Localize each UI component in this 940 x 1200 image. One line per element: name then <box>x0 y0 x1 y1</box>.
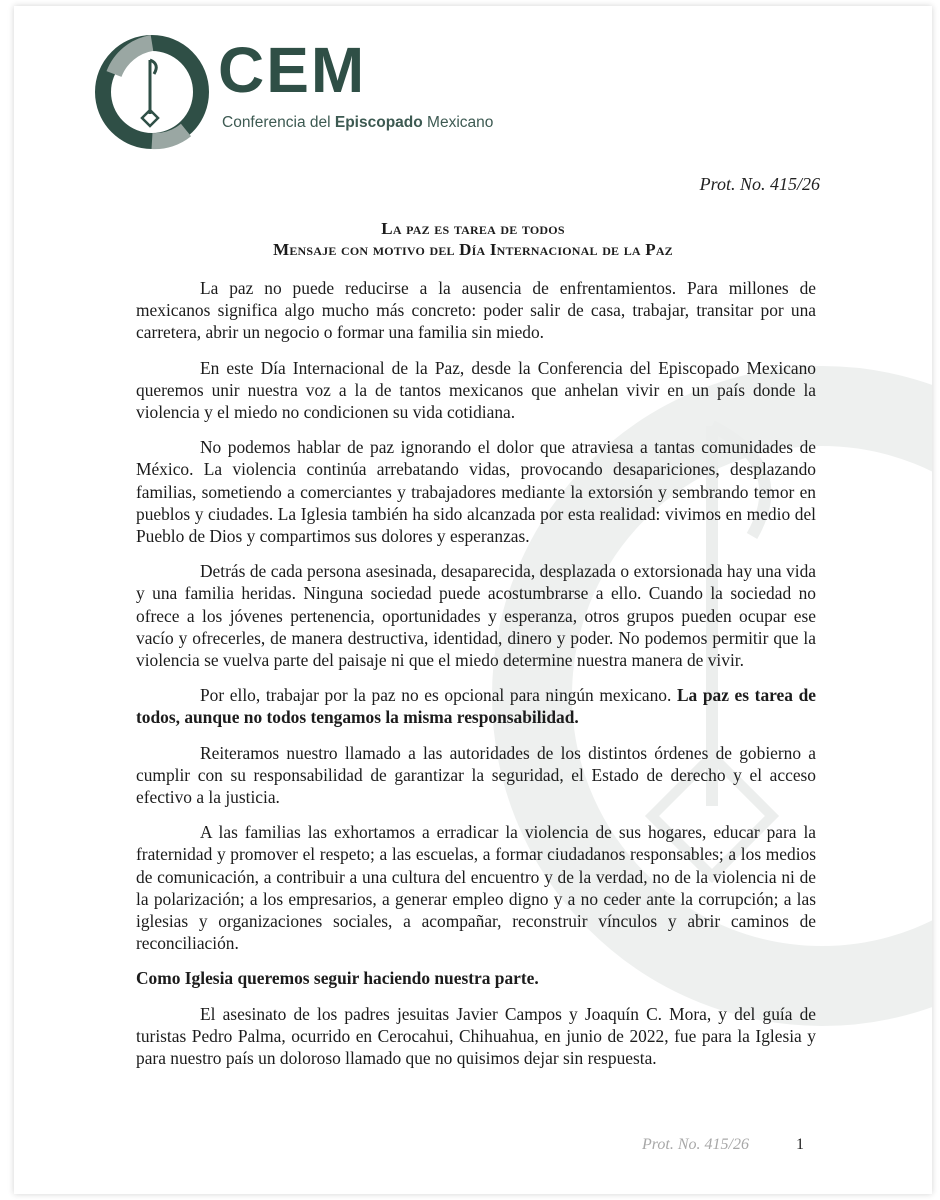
page-number: 1 <box>796 1136 804 1153</box>
paragraph-1: La paz no puede reducirse a la ausencia de enfrentamientos. Para millones de mexicanos significa algo mucho más concreto: poder salir de casa, trabajar, transitar por una carretera, abrir un negocio o formar una familia sin miedo. <box>136 278 816 343</box>
document-body <box>136 277 816 1082</box>
paragraph-5-emphasis: La paz es tarea de todos, aunque no todos tengamos la misma responsabilidad. <box>136 685 816 728</box>
paragraph-8-heading: Como Iglesia queremos seguir haciendo nuestra parte. <box>136 968 539 989</box>
paragraph-9: El asesinato de los padres jesuitas Javier Campos y Joaquín C. Mora, y del guía de turistas Pedro Palma, ocurrido en Cerocahui, Chihuahua, en junio de 2022, fue para la Iglesia y para nuestro país un doloroso llamado que no quisimos dejar sin respuesta. <box>136 1003 816 1069</box>
document-page <box>14 6 932 1194</box>
paragraph-7: A las familias las exhortamos a erradicar la violencia de sus hogares, educar para la fraternidad y promover el respeto; a las escuelas, a formar ciudadanos responsables; a los medios de comunicación, a contribuir a una cultura del encuentro y de la verdad, no de la violencia ni de la polarización; a los empresarios, a generar empleo digno y a no ceder ante la corrupción; a las iglesias y organizaciones sociales, a acompañar, reconstruir vínculos y abrir caminos de reconciliación. <box>136 822 816 954</box>
logo-acronym: CEM <box>218 34 367 106</box>
paragraph-5: Por ello, trabajar por la paz no es opcional para ningún mexicano. La paz es tarea de todos, aunque no todos tengamos la misma responsabilidad. <box>136 685 816 728</box>
logo-subtitle: Conferencia del Episcopado Mexicano <box>222 114 494 131</box>
footer-protocol: Prot. No. 415/26 <box>642 1136 749 1153</box>
cem-logo <box>94 34 524 154</box>
title-line-2: Mensaje con motivo del Día Internacional de la Paz <box>273 240 673 259</box>
document-title <box>14 218 932 260</box>
paragraph-6: Reiteramos nuestro llamado a las autoridades de los distintos órdenes de gobierno a cumplir con su responsabilidad de garantizar la seguridad, el Estado de derecho y el acceso efectivo a la justicia. <box>136 742 816 808</box>
title-line-1: La paz es tarea de todos <box>381 219 565 238</box>
protocol-number: Prot. No. 415/26 <box>699 174 820 194</box>
cem-emblem-icon <box>94 34 210 150</box>
paragraph-3: No podemos hablar de paz ignorando el dolor que atraviesa a tantas comunidades de México. La violencia continúa arrebatando vidas, provocando desapariciones, desplazando familias, sometiendo a comerciantes y trabajadores mediante la extorsión y sembrando temor en pueblos y ciudades. La Iglesia también ha sido alcanzada por esta realidad: vivimos en medio del Pueblo de Dios y compartimos sus dolores y esperanzas. <box>136 437 816 547</box>
paragraph-4: Detrás de cada persona asesinada, desaparecida, desplazada o extorsionada hay una vida y una familia heridas. Ninguna sociedad puede acostumbrarse a ello. Cuando la sociedad no ofrece a los jóvenes pertenencia, oportunidades y esperanza, otros grupos pueden ocupar ese vacío y ofrecerles, de manera destructiva, identidad, dinero y poder. No podemos permitir que la violencia se vuelva parte del paisaje ni que el miedo determine nuestra manera de vivir. <box>136 561 816 671</box>
paragraph-2: En este Día Internacional de la Paz, desde la Conferencia del Episcopado Mexicano queremos unir nuestra voz a la de tantos mexicanos que anhelan vivir en un país donde la violencia y el miedo no condicionen su vida cotidiana. <box>136 357 816 423</box>
